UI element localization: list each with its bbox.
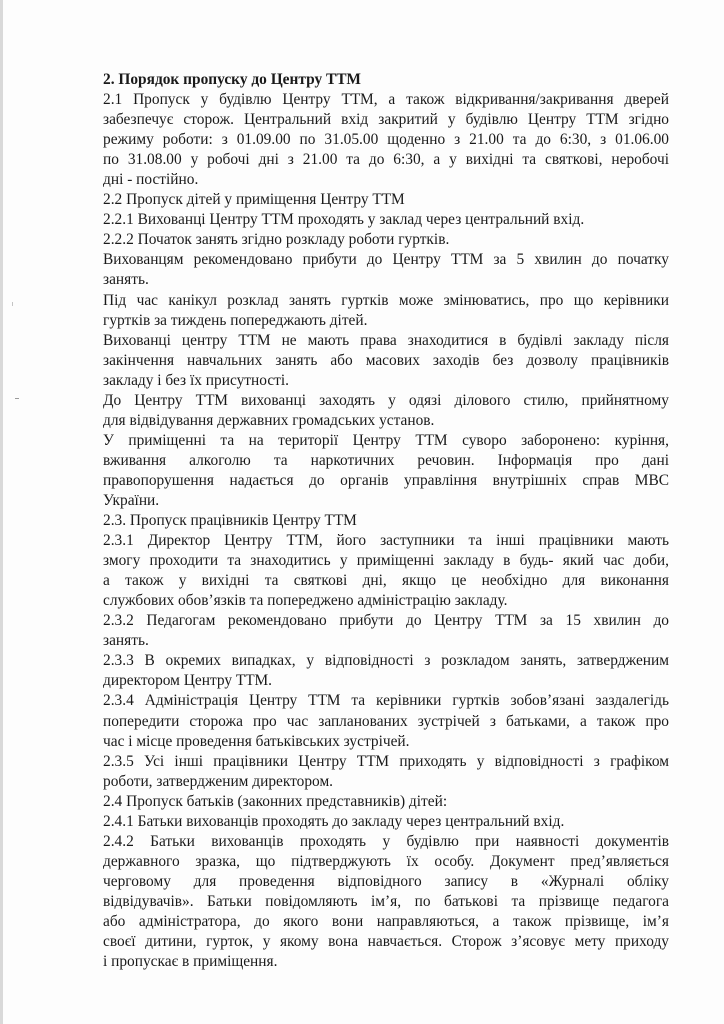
text-line: черговому для проведення відповідного запису в «Журналі обліку	[103, 872, 669, 890]
text-line: У приміщенні та на території Центру ТТМ суворо заборонено: куріння,	[103, 431, 669, 449]
text-line: для відвідування державних громадських установ.	[103, 411, 435, 429]
text-line: дні - постійно.	[103, 171, 199, 189]
text-line: 2.3.2 Педагогам рекомендовано прибути до Центру ТТМ за 15 хвилин до	[103, 612, 669, 630]
text-line: 2.4 Пропуск батьків (законних представників) дітей:	[103, 792, 448, 810]
text-line: 2.3.3 В окремих випадках, у відповідності з розкладом занять, затвердженим	[103, 652, 669, 670]
text-line: час і місце проведення батьківських зустрічей.	[103, 732, 410, 750]
text-line: змогу проходити та знаходитись у приміщенні закладу в будь- який час доби,	[103, 552, 669, 570]
scan-speck	[12, 302, 13, 306]
text-line: або адміністратора, до якого вони направляються, а також прізвище, ім’я	[103, 912, 669, 930]
text-line: гуртків за тиждень попереджають дітей.	[103, 311, 368, 329]
text-line: 2.2 Пропуск дітей у приміщення Центру ТТМ	[103, 191, 405, 209]
scan-speck	[15, 398, 19, 399]
text-line: роботи, затвердженим директором.	[103, 772, 334, 790]
text-line: по 31.08.00 у робочі дні з 21.00 та до 6:30, а у вихідні та святкові, неробочі	[103, 151, 669, 169]
text-line: відвідувачів». Батьки повідомляють ім’я, по батькові та прізвище педагога	[103, 892, 669, 910]
text-line: До Центру ТТМ вихованці заходять у одязі ділового стилю, прийнятному	[103, 391, 669, 409]
text-line: і пропускає в приміщення.	[103, 953, 278, 971]
text-line: а також у вихідні та святкові дні, якщо це необхідно для виконання	[103, 572, 669, 590]
text-line: вживання алкоголю та наркотичних речовин. Інформація про дані	[103, 451, 669, 469]
text-line: України.	[103, 491, 160, 509]
text-line: занять.	[103, 632, 149, 650]
section-heading: 2. Порядок пропуску до Центру ТТМ	[103, 71, 361, 88]
text-line: 2.4.1 Батьки вихованців проходять до закладу через центральний вхід.	[103, 812, 565, 830]
text-line: 2.3.1 Директор Центру ТТМ, його заступники та інші працівники мають	[103, 532, 669, 550]
text-line: 2.2.2 Початок занять згідно розкладу роботи гуртків.	[103, 231, 450, 249]
text-line: 2.3.4 Адміністрація Центру ТТМ та керівники гуртків зобов’язані заздалегідь	[103, 692, 669, 710]
scan-edge-shadow	[0, 0, 3, 1024]
text-line: службових обов’язків та попереджено адміністрацію закладу.	[103, 592, 508, 610]
text-line: закладу і без їх присутності.	[103, 371, 290, 389]
text-line: попередити сторожа про час запланованих зустрічей з батьками, а також про	[103, 712, 669, 730]
text-line: 2.1 Пропуск у будівлю Центру ТТМ, а також відкривання/закривання дверей	[103, 91, 669, 109]
text-line: державного зразка, що підтверджують їх особу. Документ пред’являється	[103, 852, 669, 870]
text-line: 2.2.1 Вихованці Центру ТТМ проходять у заклад через центральний вхід.	[103, 211, 585, 229]
paragraph-lines	[103, 90, 669, 972]
text-line: занять.	[103, 271, 149, 289]
text-line: правопорушення надається до органів управління внутрішніх справ МВС	[103, 471, 669, 489]
text-line: Вихованцям рекомендовано прибути до Центру ТТМ за 5 хвилин до початку	[103, 251, 669, 269]
text-line: 2.3. Пропуск працівників Центру ТТМ	[103, 512, 357, 530]
text-line: Під час канікул розклад занять гуртків може змінюватись, про що керівники	[103, 291, 669, 309]
text-line: директором Центру ТТМ.	[103, 672, 273, 690]
document-body	[103, 70, 669, 972]
text-line: своєї дитини, гурток, у якому вона навчається. Сторож з’ясовує мету приходу	[103, 933, 669, 951]
text-line: закінчення навчальних занять або масових заходів без дозволу працівників	[103, 351, 669, 369]
text-line: 2.4.2 Батьки вихованців проходять у будівлю при наявності документів	[103, 832, 669, 850]
text-line: режиму роботи: з 01.09.00 по 31.05.00 щоденно з 21.00 та до 6:30, з 01.06.00	[103, 131, 669, 149]
text-line: Вихованці центру ТТМ не мають права знаходитися в будівлі закладу після	[103, 331, 669, 349]
text-line: 2.3.5 Усі інші працівники Центру ТТМ приходять у відповідності з графіком	[103, 752, 669, 770]
text-line: забезпечує сторож. Центральний вхід закритий у будівлю Центру ТТМ згідно	[103, 111, 669, 129]
